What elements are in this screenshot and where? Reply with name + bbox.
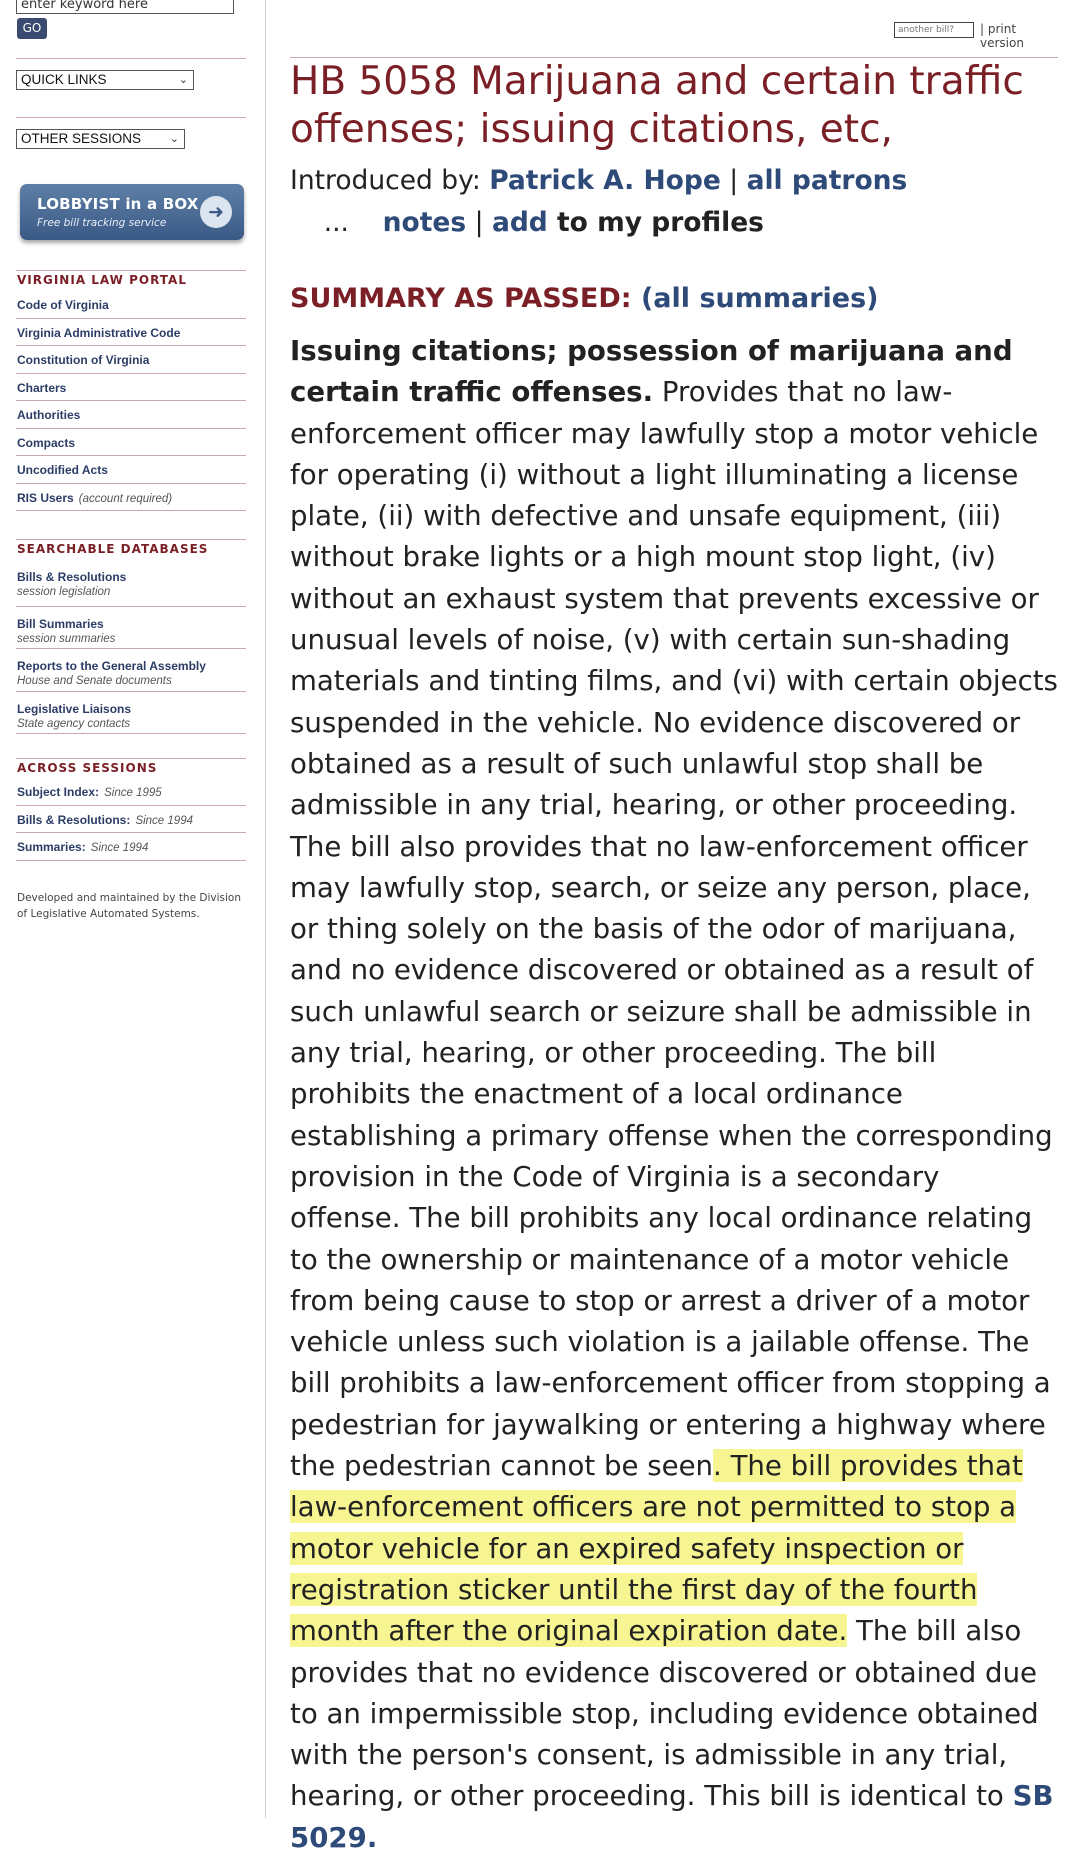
quick-links-label: QUICK LINKS	[21, 72, 107, 87]
notes-link[interactable]: notes	[382, 207, 467, 238]
all-summaries-link[interactable]: (all summaries)	[640, 283, 879, 314]
lobbyist-title: LOBBYIST in a BOX	[37, 195, 199, 213]
introduced-by	[290, 160, 1058, 244]
sidebar-item-bills-since[interactable]	[16, 806, 246, 834]
summary-text	[290, 330, 1058, 1858]
summary-body-2: The bill also provides that no evidence discovered or obtained due to an impermissible stop, including evidence obtained with the person's consent, is admissible in any trial, hearing, or other proceeding. This bill is identical to	[290, 1614, 1039, 1813]
sidebar-item-legislative-liaisons[interactable]	[16, 692, 246, 735]
link-label: Charters	[17, 380, 67, 395]
sidebar-item-compacts[interactable]	[16, 429, 246, 457]
link-label: Bills & Resolutions:	[17, 812, 131, 827]
divider	[16, 117, 246, 118]
final-period: .	[366, 1820, 378, 1854]
lobbyist-in-a-box-button[interactable]	[20, 184, 244, 240]
divider	[16, 58, 246, 59]
print-version-link[interactable]: | print version	[980, 22, 1024, 50]
sidebar-item-ris-users[interactable]	[16, 484, 246, 512]
sidebar-item-summaries-since[interactable]	[16, 833, 246, 861]
link-label: Authorities	[17, 408, 81, 422]
link-label: Compacts	[17, 435, 76, 450]
sidebar-item-uncodified-acts[interactable]	[16, 456, 246, 484]
databases-list	[16, 564, 246, 734]
chevron-down-icon: ⌄	[178, 74, 188, 86]
quick-links-select[interactable]	[16, 70, 194, 90]
summary-label: SUMMARY AS PASSED:	[290, 283, 632, 314]
page-title: HB 5058 Marijuana and certain traffic offenses; issuing citations, etc,	[290, 59, 1024, 152]
highlighted-passage: . The bill provides that law-enforcement officers are not permitted to stop a motor vehicle for an expired safety inspection or registration sticker until the first day of the fourth month after the original expiration date.	[290, 1449, 1023, 1648]
link-label: Reports to the General Assembly	[17, 659, 206, 673]
sidebar-item-constitution[interactable]	[16, 346, 246, 374]
link-label: RIS Users	[17, 490, 74, 505]
other-sessions-select[interactable]	[16, 129, 185, 149]
link-label: Summaries:	[17, 840, 86, 854]
ris-note: (account required)	[78, 492, 173, 505]
to-profiles-label: to my profiles	[547, 207, 764, 238]
sidebar-item-subject-index[interactable]	[16, 778, 246, 806]
summary-body-1: Provides that no law-enforcement officer may lawfully stop a motor vehicle for operating (i) without a light illuminating a license plate, (ii) with defective and unsafe equipment, (iii) without brake lights or a high mount stop light, (iv) without an exhaust system that prevents excessive or unusual levels of noise, (v) with certain sun-shading materials and tinting films, and (vi) with certain objects suspended in the vehicle. No evidence discovered or obtained as a result of such unlawful stop shall be admissible in any trial, hearing, or other proceeding. The bill also provides that no law-enforcement officer may lawfully stop, search, or seize any person, place, or thing solely on the basis of the odor of marijuana, and no evidence discovered or obtained as a result of such unlawful search or seizure shall be admissible in any trial, hearing, or other proceeding. The bill prohibits the enactment of a local ordinance establishing a primary offense when the corresponding provision in the Code of Virginia is a secondary offense. The bill prohibits any local ordinance relating to the ownership or maintenance of a motor vehicle from being cause to stop or arrest a driver of a motor vehicle unless such violation is a jailable offense. The bill prohibits a law-enforcement officer from stopping a pedestrian for jaywalking or entering a highway where the pedestrian cannot be seen	[290, 375, 1058, 1483]
another-bill-input[interactable]	[894, 22, 974, 38]
link-label: Legislative Liaisons	[17, 701, 132, 716]
summary-heading	[290, 283, 879, 314]
sidebar	[0, 0, 266, 1818]
link-label: Subject Index:	[17, 785, 100, 799]
link-sublabel: State agency contacts	[17, 717, 131, 730]
across-sessions-heading: ACROSS SESSIONS	[17, 761, 158, 775]
arrow-right-icon: ➜	[200, 196, 232, 228]
chevron-down-icon: ⌄	[169, 133, 179, 145]
link-label: Bill Summaries	[17, 616, 104, 631]
separator: |	[466, 207, 492, 238]
across-sessions-list	[16, 778, 246, 861]
lobbyist-subtitle: Free bill tracking service	[37, 217, 167, 229]
footer-note: Developed and maintained by the Division of Legislative Automated Systems.	[17, 892, 241, 920]
keyword-search-input[interactable]	[16, 0, 234, 14]
law-portal-list	[16, 291, 246, 511]
link-label: Virginia Administrative Code	[17, 325, 181, 340]
divider	[16, 270, 246, 271]
other-sessions-label: OTHER SESSIONS	[21, 131, 142, 146]
all-patrons-link[interactable]: all patrons	[746, 165, 908, 196]
sidebar-item-bill-summaries[interactable]	[16, 607, 246, 650]
link-label: Code of Virginia	[17, 298, 109, 312]
intro-label: Introduced by:	[290, 165, 490, 196]
sidebar-item-bills-resolutions[interactable]	[16, 564, 246, 607]
sidebar-item-charters[interactable]	[16, 374, 246, 402]
since-note: Since 1994	[90, 842, 149, 854]
divider	[16, 539, 246, 540]
sidebar-item-administrative-code[interactable]	[16, 319, 246, 347]
separator: |	[720, 165, 747, 196]
add-link[interactable]: add	[491, 207, 548, 238]
sidebar-item-authorities[interactable]	[16, 401, 246, 429]
go-button[interactable]: GO	[17, 18, 47, 39]
divider	[16, 758, 246, 759]
link-label: Uncodified Acts	[17, 463, 108, 477]
sidebar-item-code-of-virginia[interactable]	[16, 291, 246, 319]
link-sublabel: session summaries	[17, 632, 116, 645]
summary-lead: Issuing citations; possession of marijuana and certain traffic offenses.	[290, 334, 1013, 409]
link-label: Constitution of Virginia	[17, 353, 150, 367]
link-sublabel: session legislation	[17, 586, 111, 598]
since-note: Since 1995	[104, 787, 162, 799]
virginia-law-portal-heading: VIRGINIA LAW PORTAL	[17, 273, 187, 287]
sidebar-item-reports[interactable]	[16, 649, 246, 692]
searchable-databases-heading: SEARCHABLE DATABASES	[17, 542, 209, 556]
ellipsis: ...	[290, 207, 383, 238]
link-label: Bills & Resolutions	[17, 570, 127, 584]
identical-bill-link[interactable]: SB 5029	[290, 1779, 1054, 1854]
since-note: Since 1994	[135, 814, 193, 827]
link-sublabel: House and Senate documents	[17, 675, 172, 687]
patron-link[interactable]: Patrick A. Hope	[489, 165, 721, 196]
